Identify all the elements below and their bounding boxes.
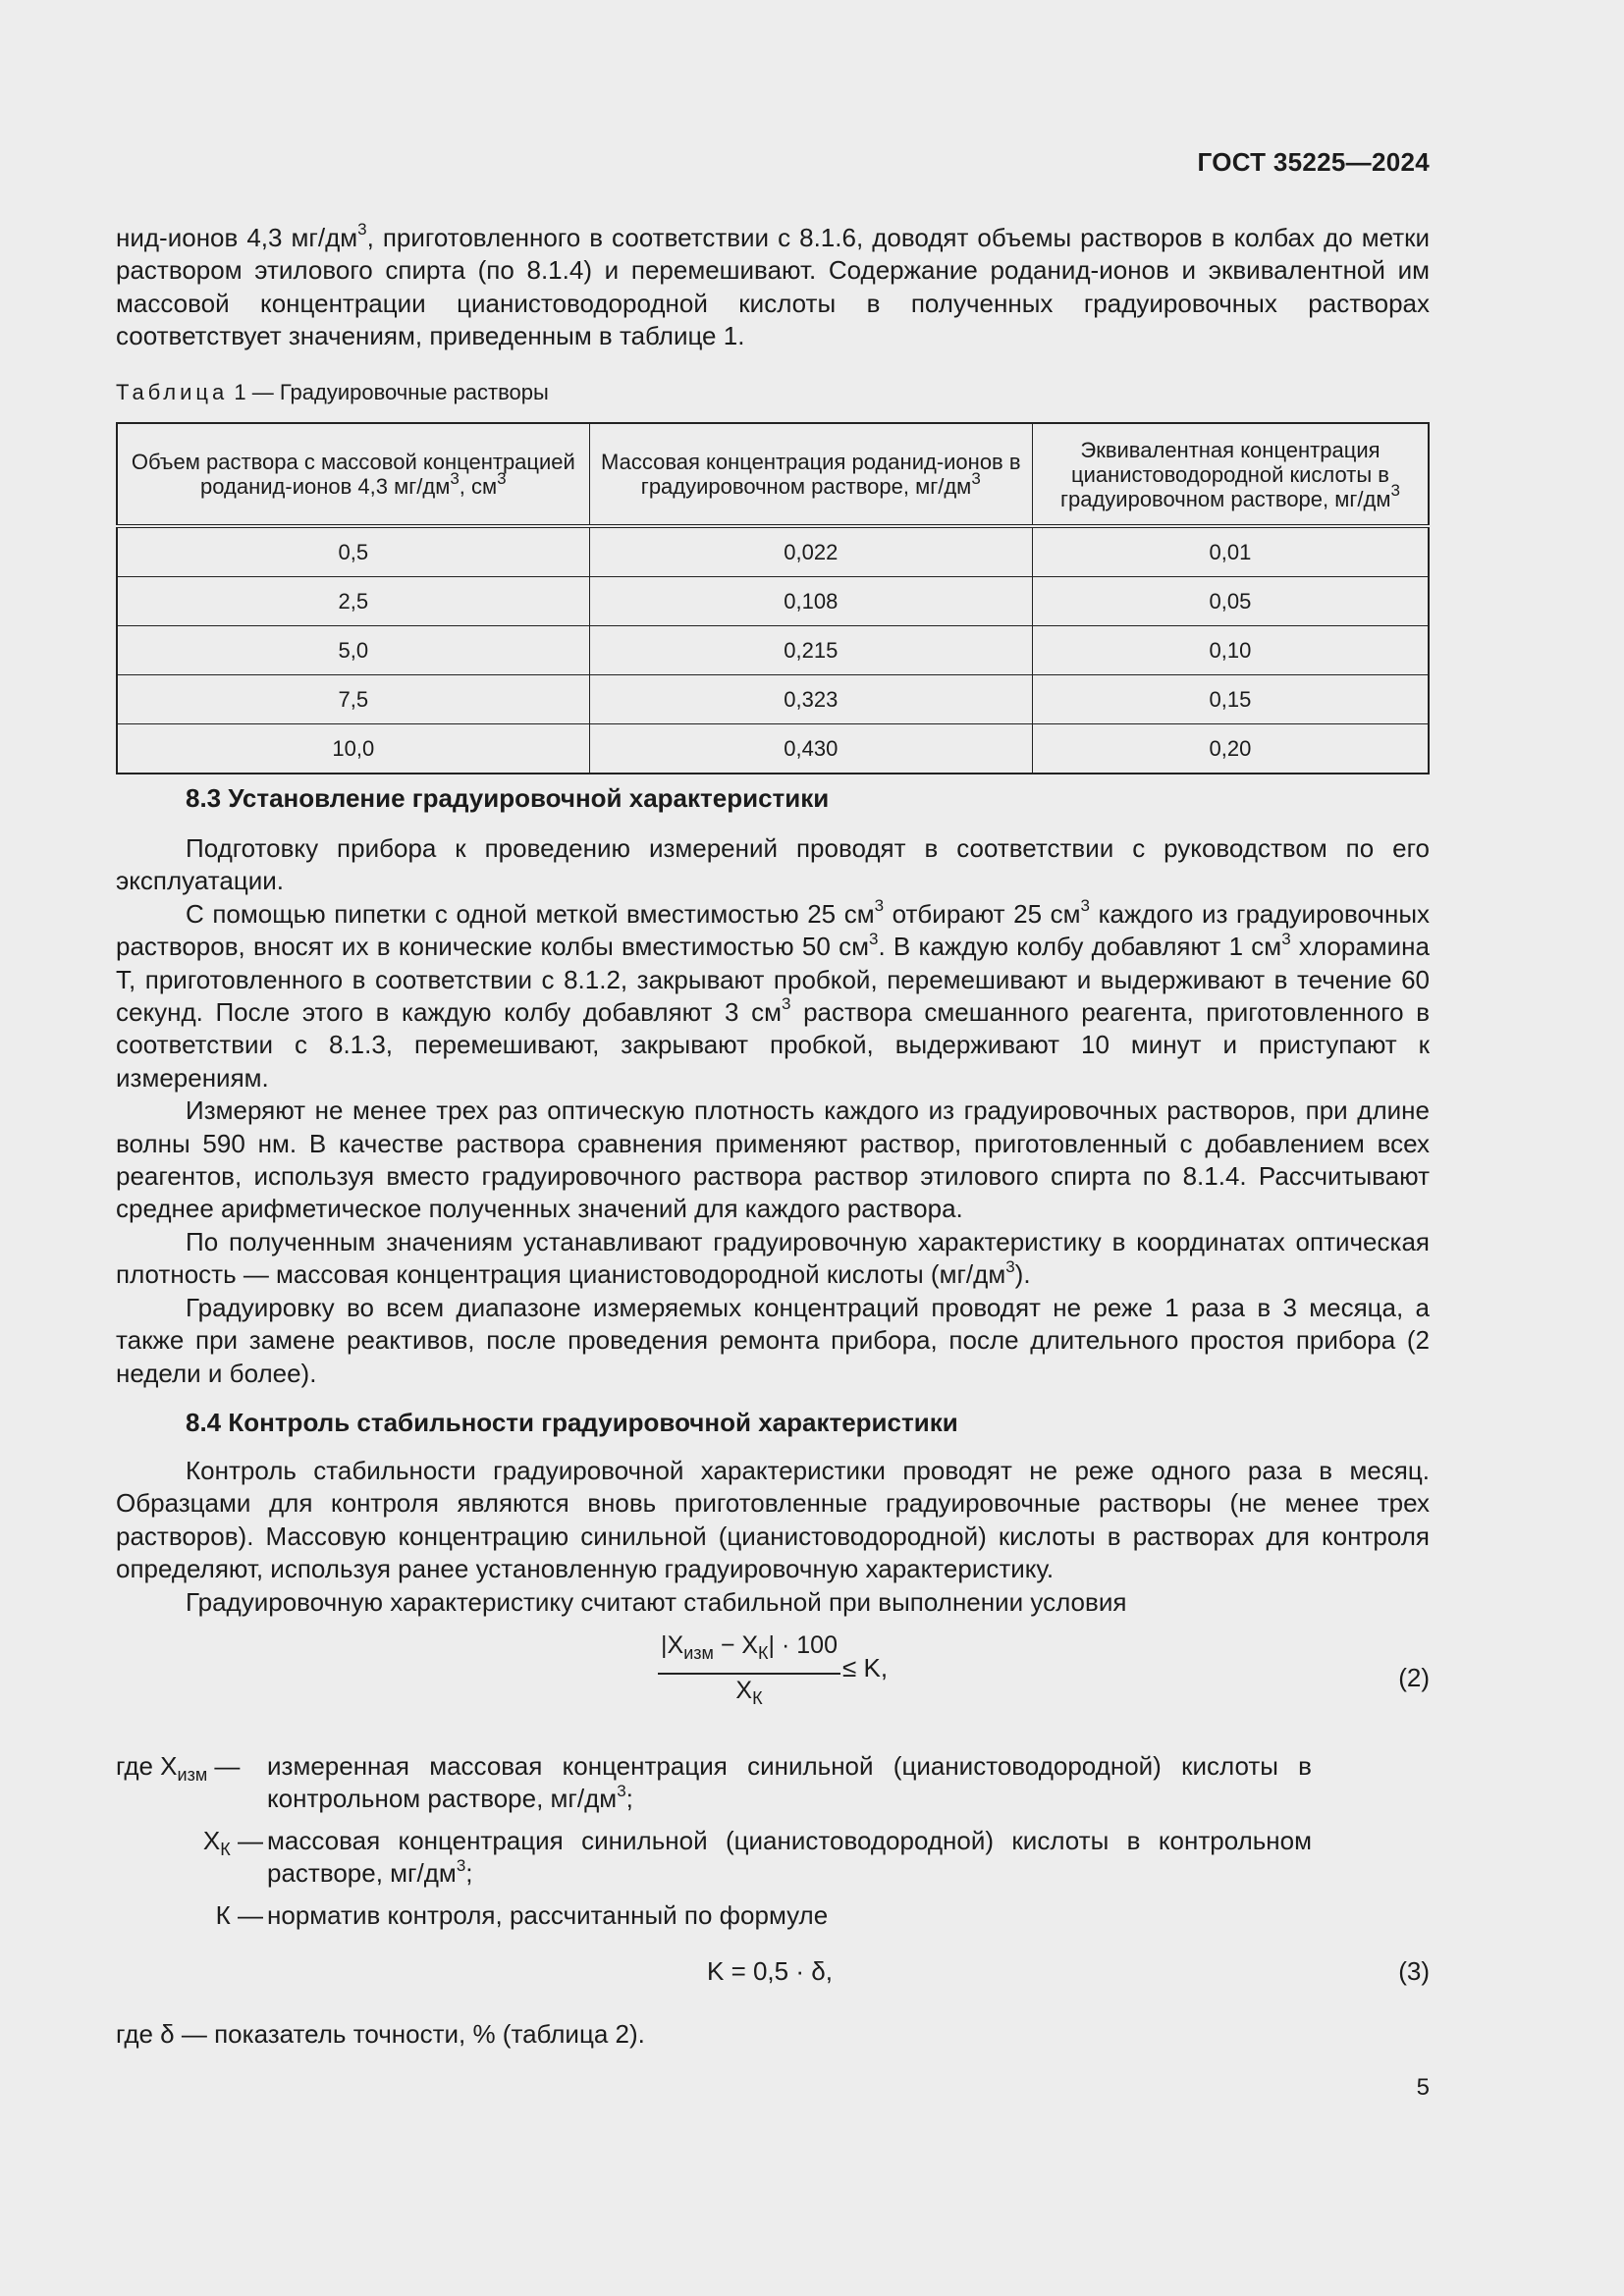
legend-term: К — xyxy=(215,1900,263,1930)
table-caption xyxy=(116,380,549,405)
table-cell: 7,5 xyxy=(117,675,589,724)
table-cell: 0,215 xyxy=(589,626,1032,675)
paragraph: Контроль стабильности градуировочной характеристики проводят не реже одного раза в месяц. Образцами для контроля являются вновь приготовленные градуировочные растворы (не менее трех растворов). Массовую концентрацию синильной (цианистоводородной) кислоты в растворах для контроля определяют, используя ранее установленную градуировочную характеристику. xyxy=(116,1456,1430,1584)
fraction-bar xyxy=(658,1673,840,1675)
formula-2-legend xyxy=(116,1750,1430,1947)
table-cell: 0,15 xyxy=(1032,675,1429,724)
formula-relation: ≤ K, xyxy=(842,1653,889,1682)
section-8-3-body xyxy=(116,832,1430,1390)
table-cell: 0,10 xyxy=(1032,626,1429,675)
table-cell: 0,20 xyxy=(1032,724,1429,774)
table-cell: 0,108 xyxy=(589,577,1032,626)
table-caption-title: 1 — Градуировочные растворы xyxy=(228,380,549,404)
table-header-row xyxy=(117,423,1429,526)
legend-definition: массовая концентрация синильной (цианистоводородной) кислоты в контрольном растворе, $мг/дм^3$; xyxy=(267,1826,1312,1889)
equation-number-3: (3) xyxy=(1398,1956,1430,1986)
paragraph: По полученным значениям устанавливают градуировочную характеристику в координатах оптическая плотность — массовая концентрация цианистоводородной кислоты $(мг/дм^3)$. xyxy=(116,1226,1430,1290)
intro-paragraph xyxy=(116,222,1430,353)
intro-text-rest: , приготовленного в соответствии с 8.1.6, доводят объемы растворов в колбах до метки раствором этилового спирта (по 8.1.4) и перемешивают. Содержание роданид-ионов и эквивалентной им массовой концентрации цианистоводородной кислоты в полученных градуировочных растворах соответствует значениям, приведенным в таблице 1. xyxy=(116,223,1431,351)
table-cell: 0,05 xyxy=(1032,577,1429,626)
table-header-cell: Массовая концентрация роданид-ионов в градуировочном растворе, $мг/дм^3$ xyxy=(589,423,1032,526)
table-row xyxy=(117,577,1429,626)
table-cell: 5,0 xyxy=(117,626,589,675)
calibration-table xyxy=(116,422,1430,774)
paragraph: Градуировочную характеристику считают стабильной при выполнении условия xyxy=(186,1586,1127,1617)
paragraph: Градуировку во всем диапазоне измеряемых концентраций проводят не реже 1 раза в 3 месяца, а также при замене реактивов, после проведения ремонта прибора, после длительного простоя прибора (2 недели и более). xyxy=(116,1292,1430,1388)
formula-denominator: $X_К$ xyxy=(735,1677,763,1708)
paragraph: Подготовку прибора к проведению измерений проводят в соответствии с руководством по его эксплуатации. xyxy=(116,833,1430,896)
formula-3-legend: где δ — показатель точности, % (таблица 2). xyxy=(116,2019,645,2049)
equation-number-2: (2) xyxy=(1398,1663,1430,1692)
legend-term: где $X_{изм}$ — xyxy=(116,1751,241,1786)
table-cell: 0,5 xyxy=(117,526,589,577)
table-cell: 0,022 xyxy=(589,526,1032,577)
table-cell: 0,01 xyxy=(1032,526,1429,577)
paragraph: С помощью пипетки с одной меткой вместимостью 25 $см^3$ отбирают 25 $см^3$ каждого из градуировочных растворов, вносят их в конические колбы вместимостью 50 $см^3$. В каждую колбу добавляют 1 $см^3$ хлорамина Т, приготовленного в соответствии с 8.1.2, закрывают пробкой, перемешивают и выдерживают в течение 60 секунд. После этого в каждую колбу добавляют 3 $см^3$ раствора смешанного реагента, приготовленного в соответствии с 8.1.3, перемешивают, закрывают пробкой, выдерживают 10 минут и приступают к измерениям. xyxy=(116,896,1431,1093)
document-header: ГОСТ 35225—2024 xyxy=(1197,147,1430,177)
paragraph: Измеряют не менее трех раз оптическую плотность каждого из градуировочных растворов, при длине волны 590 нм. В качестве раствора сравнения применяют раствор, приготовленный с добавлением всех реагентов, используя вместо градуировочного раствора раствор этилового спирта по 8.1.4. Рассчитывают среднее арифметическое полученных значений для каждого раствора. xyxy=(116,1095,1430,1224)
legend-definition: норматив контроля, рассчитанный по формуле xyxy=(267,1900,829,1930)
table-cell: 2,5 xyxy=(117,577,589,626)
formula-numerator: $|X_{изм} - X_К| \cdot 100$ xyxy=(661,1631,838,1663)
superscript: 3 xyxy=(357,220,367,240)
section-8-4-body xyxy=(116,1455,1430,1619)
formula-3: K = 0,5 · δ, xyxy=(707,1956,833,1986)
table-header-cell: Объем раствора с массовой концентрацией роданид-ионов 4,3 $мг/дм^3$, $см^3$ xyxy=(117,423,589,526)
table-row xyxy=(117,626,1429,675)
table-header-cell: Эквивалентная концентрация цианистоводородной кислоты в градуировочном растворе, $мг/дм^3$ xyxy=(1032,423,1429,526)
table-cell: 0,430 xyxy=(589,724,1032,774)
section-8-4-heading: 8.4 Контроль стабильности градуировочной характеристики xyxy=(186,1408,958,1437)
formula-2 xyxy=(656,1631,892,1710)
table-cell: 0,323 xyxy=(589,675,1032,724)
legend-definition: измеренная массовая концентрация синильной (цианистоводородной) кислоты в контрольном растворе, $мг/дм^3$; xyxy=(267,1751,1312,1814)
table-row xyxy=(117,675,1429,724)
table-caption-label: Таблица xyxy=(116,380,229,404)
intro-text-start: нид-ионов 4,3 мг/дм xyxy=(116,223,358,252)
page-number: 5 xyxy=(1416,2074,1430,2101)
table-cell: 10,0 xyxy=(117,724,589,774)
legend-term: $X_К$ — xyxy=(202,1826,263,1860)
table-row xyxy=(117,724,1429,774)
section-8-3-heading: 8.3 Установление градуировочной характеристики xyxy=(186,783,830,813)
table-row xyxy=(117,526,1429,577)
